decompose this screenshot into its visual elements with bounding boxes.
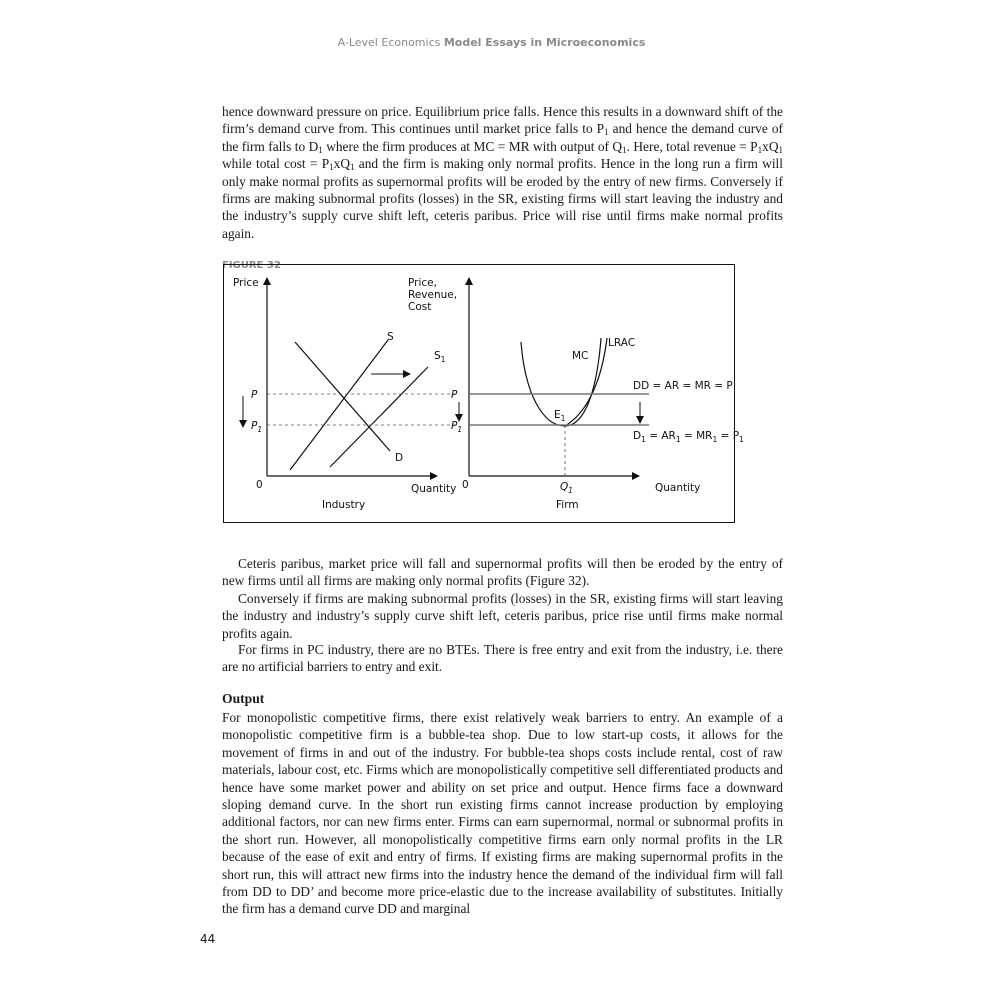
paragraph-3: Conversely if firms are making subnormal profits (losses) in the SR, existing firms will start leaving the industry and industry’s supply curve shift left, ceteris paribus, price rise until firms make normal profits again. bbox=[222, 591, 783, 641]
industry-caption: Industry bbox=[322, 499, 366, 511]
page-number: 44 bbox=[200, 932, 216, 946]
d1-label: $D_1 = AR_1 = MR_1 = P_1$ bbox=[633, 430, 744, 444]
figure-32-diagram bbox=[223, 264, 744, 523]
header-title: Model Essays in Microeconomics bbox=[443, 36, 646, 49]
paragraph-2: Ceteris paribus, market price will fall and supernormal profits will then be eroded by the entry of new firms until all firms are making only normal profits (Figure 32). bbox=[222, 556, 783, 589]
industry-price-new-label: $P_1$ bbox=[251, 420, 263, 434]
firm-origin: 0 bbox=[462, 479, 469, 491]
demand-label: D bbox=[395, 452, 404, 464]
equilibrium-label: $E_1$ bbox=[554, 409, 566, 423]
running-header bbox=[0, 36, 983, 49]
demand-curve-d bbox=[295, 342, 390, 451]
header-book: A-Level Economics bbox=[337, 36, 441, 49]
supply-new-label: $S_1$ bbox=[434, 350, 446, 364]
paragraph-4: For firms in PC industry, there are no BTEs. There is free entry and exit from the industry, i.e. there are no artificial barriers to entry and exit. bbox=[222, 642, 783, 675]
supply-curve-s bbox=[290, 340, 388, 470]
paragraph-5: For monopolistic competitive firms, there exist relatively weak barriers to entry. An example of a monopolistic competitive firm is a bubble-tea shop. Due to low start-up costs, it allows for the movement of firms in and out of the industry. For bubble-tea shops costs include rental, cost of raw materials, labour cost, etc. Firms which are monopolistically competitive sell differentiated products and hence have some market power and ability on set price and output. Hence firms face a downward sloping demand curve. In the short run existing firms cannot increase production by employing additional factors, nor can new firms enter. Firms can earn supernormal, normal or subnormal profits in the short run. However, all monopolistically competitive firms earn only normal profits in the LR because of the ease of exit and entry of firms. If existing firms are making supernormal profits in the short run, this will attract new firms into the industry hence the demand of the individual firm will fall from DD to DD’ and become more price-elastic due to the increase availability of substitutes. Initially the firm has a demand curve DD and marginal bbox=[222, 710, 783, 917]
mc-curve bbox=[521, 338, 601, 426]
lrac-label: LRAC bbox=[608, 337, 636, 349]
section-heading-output: Output bbox=[222, 691, 265, 706]
figure-label: FIGURE 32 bbox=[222, 260, 281, 271]
mc-label: MC bbox=[572, 350, 589, 362]
industry-price-label: P bbox=[251, 389, 258, 401]
q1-label: $Q_1$ bbox=[560, 481, 574, 495]
firm-caption: Firm bbox=[556, 499, 579, 511]
supply-curve-s1 bbox=[330, 367, 428, 467]
industry-x-label: Quantity bbox=[411, 483, 457, 495]
paragraph-1: hence downward pressure on price. Equilibrium price falls. Hence this results in a downward shift of the firm’s demand curve from. This continues until market price falls to $P_1$ and hence the demand curve of the firm falls to $D_1$ where the firm produces at MC = MR with output of $Q_1$. Here, total revenue = $P_1xQ_1$ while total $\cos t = P_1xQ_1$ and the firm is making only normal profits. Hence in the long run a firm will only make normal profits as supernormal profits will be eroded by the entry of new firms. Conversely if firms are making subnormal profits (losses) in the SR, existing firms will start leaving the industry and the industry’s supply curve shift left, ceteris paribus. Price will rise until firms make normal profits again. bbox=[222, 104, 784, 241]
firm-y-label: Price, Revenue, Cost bbox=[408, 277, 458, 313]
industry-origin: 0 bbox=[256, 479, 263, 491]
supply-label: S bbox=[387, 331, 394, 343]
firm-x-label: Quantity bbox=[655, 482, 701, 494]
firm-price-label: P bbox=[451, 389, 458, 401]
firm-price-new-label: $P_1$ bbox=[451, 420, 463, 434]
dd-label: DD = AR = MR = P bbox=[633, 380, 733, 392]
industry-y-label: Price bbox=[233, 277, 259, 289]
